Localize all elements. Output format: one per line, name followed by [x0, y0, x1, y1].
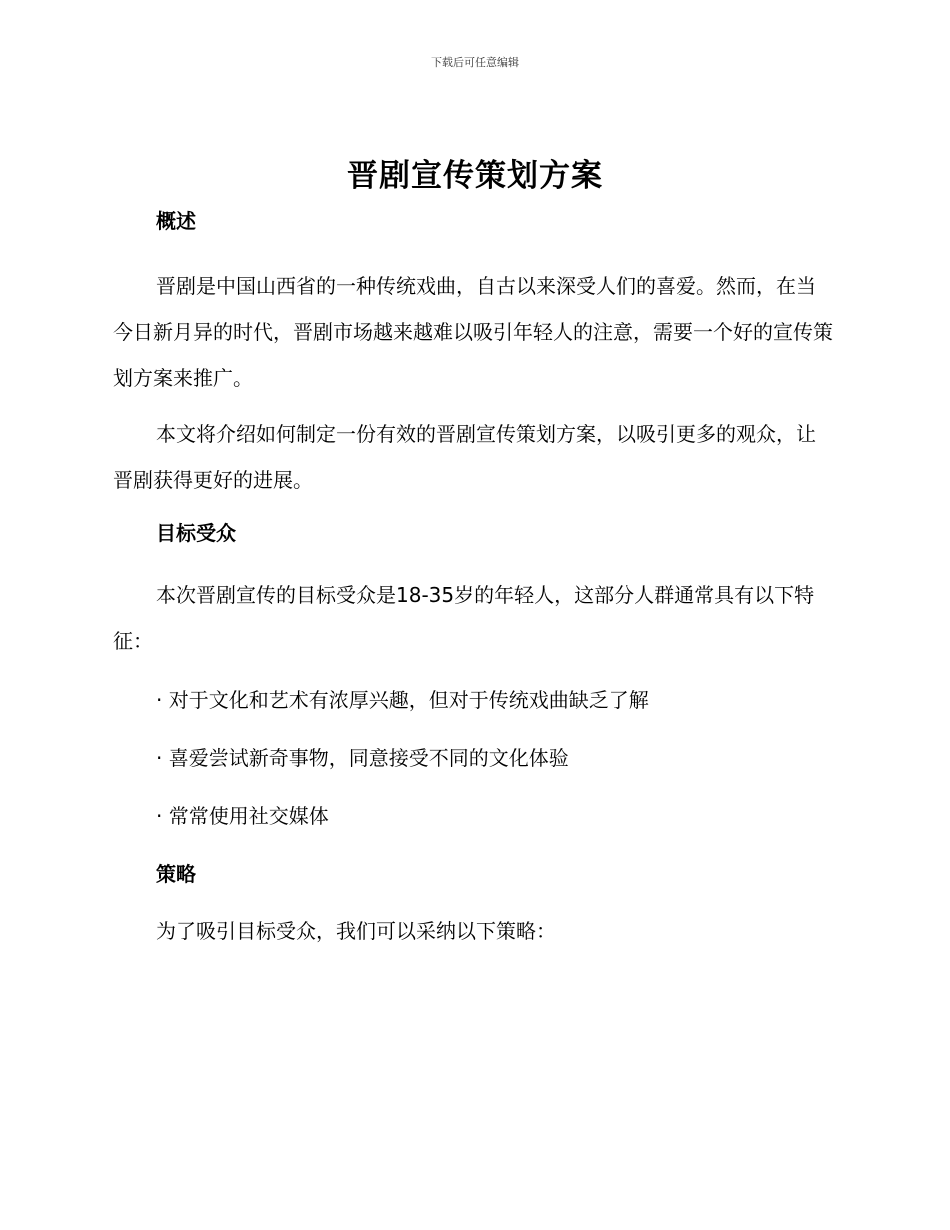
overview-paragraph-2: 本文将介绍如何制定一份有效的晋剧宣传策划方案，以吸引更多的观众，让晋剧获得更好的进展。	[113, 422, 816, 492]
section-heading-strategy: 策略	[156, 862, 196, 886]
document-title: 晋剧宣传策划方案	[347, 158, 603, 194]
strategy-paragraph-1: 为了吸引目标受众，我们可以采纳以下策略：	[156, 919, 556, 943]
document-body	[113, 205, 833, 954]
page-header: 下载后可任意编辑	[431, 56, 519, 69]
section-heading-overview: 概述	[156, 209, 196, 233]
audience-bullet-1: · 对于文化和艺术有浓厚兴趣，但对于传统戏曲缺乏了解	[156, 688, 649, 712]
audience-bullet-2: · 喜爱尝试新奇事物，同意接受不同的文化体验	[156, 746, 569, 770]
audience-bullet-3: · 常常使用社交媒体	[156, 804, 329, 828]
overview-paragraph-1: 晋剧是中国山西省的一种传统戏曲，自古以来深受人们的喜爱。然而，在当今日新月异的时代，晋剧市场越来越难以吸引年轻人的注意，需要一个好的宣传策划方案来推广。	[113, 274, 833, 390]
section-heading-audience: 目标受众	[156, 521, 236, 545]
audience-paragraph-1: 本次晋剧宣传的目标受众是18-35岁的年轻人，这部分人群通常具有以下特征：	[113, 583, 815, 653]
